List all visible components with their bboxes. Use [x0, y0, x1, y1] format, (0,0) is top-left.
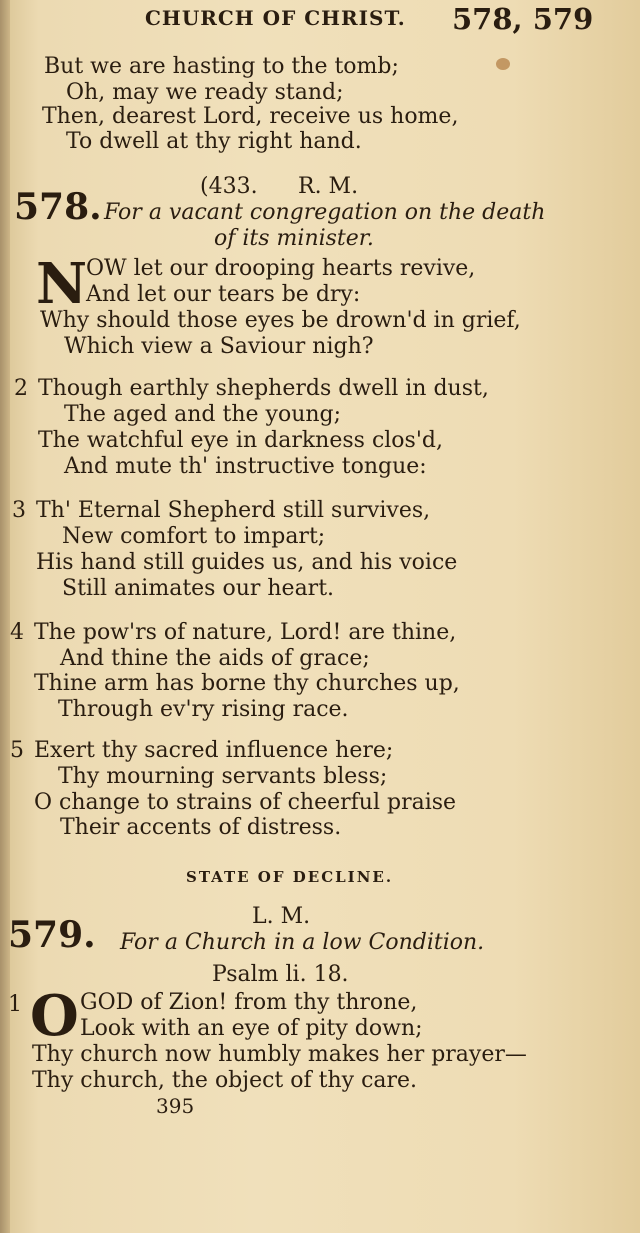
hymn-578-s5-line-4: Their accents of distress. [60, 815, 342, 840]
hymn-578-s4-line-1: The pow'rs of nature, Lord! are thine, [34, 620, 457, 645]
running-title: CHURCH OF CHRIST. [145, 6, 406, 30]
hymn-579-s1-line-2: Look with an eye of pity down; [80, 1016, 423, 1041]
page-gutter [0, 0, 10, 1233]
hymn-number-579: 579. [8, 914, 96, 956]
stanza-number-5: 5 [10, 738, 24, 763]
hymn-578-s4-line-3: Thine arm has borne thy churches up, [34, 671, 460, 696]
hymn-579-s1-line-3: Thy church now humbly makes her prayer— [32, 1042, 527, 1067]
drop-cap-n: N [36, 251, 88, 317]
hymn-578-ref: (433. [200, 174, 258, 199]
ink-stain [496, 58, 510, 70]
hymn-578-meter: R. M. [298, 174, 359, 199]
hymn-578-s3-line-2: New comfort to impart; [62, 524, 326, 549]
stanza-number-1: 1 [8, 992, 22, 1017]
hymn-579-s1-line-1: GOD of Zion! from thy throne, [80, 990, 418, 1015]
hymn-579-scripture: Psalm li. 18. [212, 962, 349, 987]
prev-hymn-line-3: Then, dearest Lord, receive us home, [42, 104, 459, 129]
hymn-578-s3-line-3: His hand still guides us, and his voice [36, 550, 458, 575]
hymn-578-s2-line-3: The watchful eye in darkness clos'd, [38, 428, 443, 453]
hymn-number-578: 578. [14, 186, 102, 228]
hymn-579-meter: L. M. [252, 904, 311, 929]
hymn-578-s4-line-2: And thine the aids of grace; [60, 646, 370, 671]
hymn-578-s1-line-2: And let our tears be dry: [86, 282, 361, 307]
hymn-578-s2-line-2: The aged and the young; [64, 402, 342, 427]
prev-hymn-line-1: But we are hasting to the tomb; [44, 54, 399, 79]
hymn-578-title-continued: of its minister. [214, 226, 374, 251]
stanza-number-4: 4 [10, 620, 24, 645]
page-number: 395 [156, 1094, 195, 1118]
hymn-range: 578, 579 [452, 2, 594, 36]
section-heading: STATE OF DECLINE. [186, 868, 394, 886]
hymn-579-s1-line-4: Thy church, the object of thy care. [32, 1068, 418, 1093]
hymn-579-title: For a Church in a low Condition. [120, 930, 485, 955]
hymn-578-title: For a vacant congregation on the death [104, 200, 546, 225]
drop-cap-o: O [30, 983, 79, 1049]
hymn-578-s1-line-4: Which view a Saviour nigh? [64, 334, 374, 359]
hymn-578-s1-line-1: OW let our drooping hearts revive, [86, 256, 476, 281]
hymn-578-s1-line-3: Why should those eyes be drown'd in grief, [40, 308, 521, 333]
hymn-578-s5-line-1: Exert thy sacred influence here; [34, 738, 394, 763]
hymn-578-s5-line-2: Thy mourning servants bless; [58, 764, 388, 789]
hymn-578-s3-line-1: Th' Eternal Shepherd still survives, [36, 498, 431, 523]
stanza-number-3: 3 [12, 498, 26, 523]
prev-hymn-line-2: Oh, may we ready stand; [66, 80, 344, 105]
hymn-578-s4-line-4: Through ev'ry rising race. [58, 697, 349, 722]
hymn-578-s2-line-1: Though earthly shepherds dwell in dust, [38, 376, 489, 401]
hymn-578-s3-line-4: Still animates our heart. [62, 576, 335, 601]
hymn-578-s2-line-4: And mute th' instructive tongue: [64, 454, 427, 479]
prev-hymn-line-4: To dwell at thy right hand. [66, 129, 362, 154]
stanza-number-2: 2 [14, 376, 28, 401]
hymn-578-s5-line-3: O change to strains of cheerful praise [34, 790, 457, 815]
